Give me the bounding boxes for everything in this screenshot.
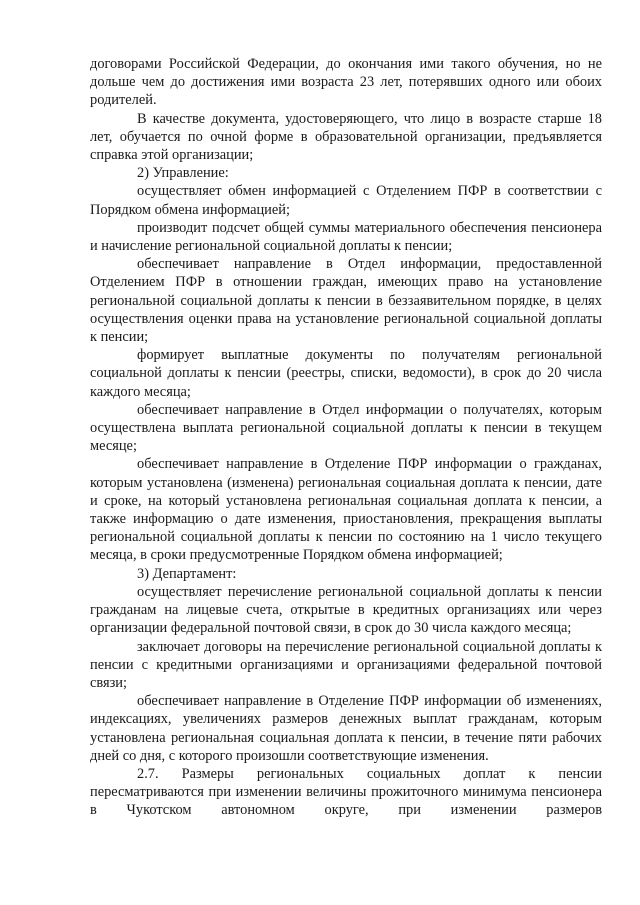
paragraph-direction-otdel: обеспечивает направление в Отдел информации, предоставленной Отделением ПФР в отношении граждан, имеющих право на установление региональной социальной доплаты к пенсии в беззаявительном порядке, в целях осуществления оценки права на установление региональной социальной доплаты к пенсии; bbox=[90, 256, 602, 346]
paragraph-recipients: обеспечивает направление в Отдел информации о получателях, которым осуществлена выплата региональной социальной доплаты к пенсии в текущем месяце; bbox=[90, 401, 602, 455]
section-heading-departament: 3) Департамент: bbox=[137, 565, 237, 582]
paragraph-continuation: договорами Российской Федерации, до окончания ими такого обучения, но не дольше чем до достижения ими возраста 23 лет, потерявших одного или обоих родителей. bbox=[90, 56, 602, 109]
paragraph-2-7: 2.7. Размеры региональных социальных доплат к пенсии пересматриваются при изменении величины прожиточного минимума пенсионера в Чукотском автономном округе, при изменении размеров bbox=[90, 765, 602, 819]
paragraph-exchange: осуществляет обмен информацией с Отделением ПФР в соответствии с Порядком обмена информацией; bbox=[90, 183, 602, 218]
paragraph-calculation: производит подсчет общей суммы материального обеспечения пенсионера и начисление региональной социальной доплаты к пенсии; bbox=[90, 219, 602, 255]
document-body bbox=[90, 55, 602, 820]
paragraph-certificate: В качестве документа, удостоверяющего, что лицо в возрасте старше 18 лет, обучается по очной форме в образовательной организации, предъявляется справка этой организации; bbox=[90, 110, 602, 164]
paragraph-payment-documents: формирует выплатные документы по получателям региональной социальной доплаты к пенсии (реестры, списки, ведомости), в срок до 20 числа каждого месяца; bbox=[90, 347, 602, 400]
paragraph-transfer: осуществляет перечисление региональной социальной доплаты к пенсии гражданам на лицевые счета, открытые в кредитных организациях или через организации федеральной почтовой связи, в срок до 30 числа каждого месяца; bbox=[90, 583, 602, 637]
paragraph-changes: обеспечивает направление в Отделение ПФР информации об изменениях, индексациях, увеличениях размеров денежных выплат гражданам, которым установлена региональная социальная доплата к пенсии, в течение пяти рабочих дней со дня, с которого произошли соответствующие изменения. bbox=[90, 693, 602, 764]
paragraph-pfr-information: обеспечивает направление в Отделение ПФР информации о гражданах, которым установлена (изменена) региональная социальная доплата к пенсии, дате и сроке, на который установлена региональная социальная доплата к пенсии, а также информацию о дате изменения, приостановления, прекращения выплаты региональной социальной доплаты к пенсии по состоянию на 1 число текущего месяца, в сроки предусмотренные Порядком обмена информацией; bbox=[90, 456, 602, 564]
section-heading-upravlenie: 2) Управление: bbox=[137, 165, 229, 182]
paragraph-contracts: заключает договоры на перечисление региональной социальной доплаты к пенсии с кредитными организациями и организациями федеральной почтовой связи; bbox=[90, 638, 602, 691]
